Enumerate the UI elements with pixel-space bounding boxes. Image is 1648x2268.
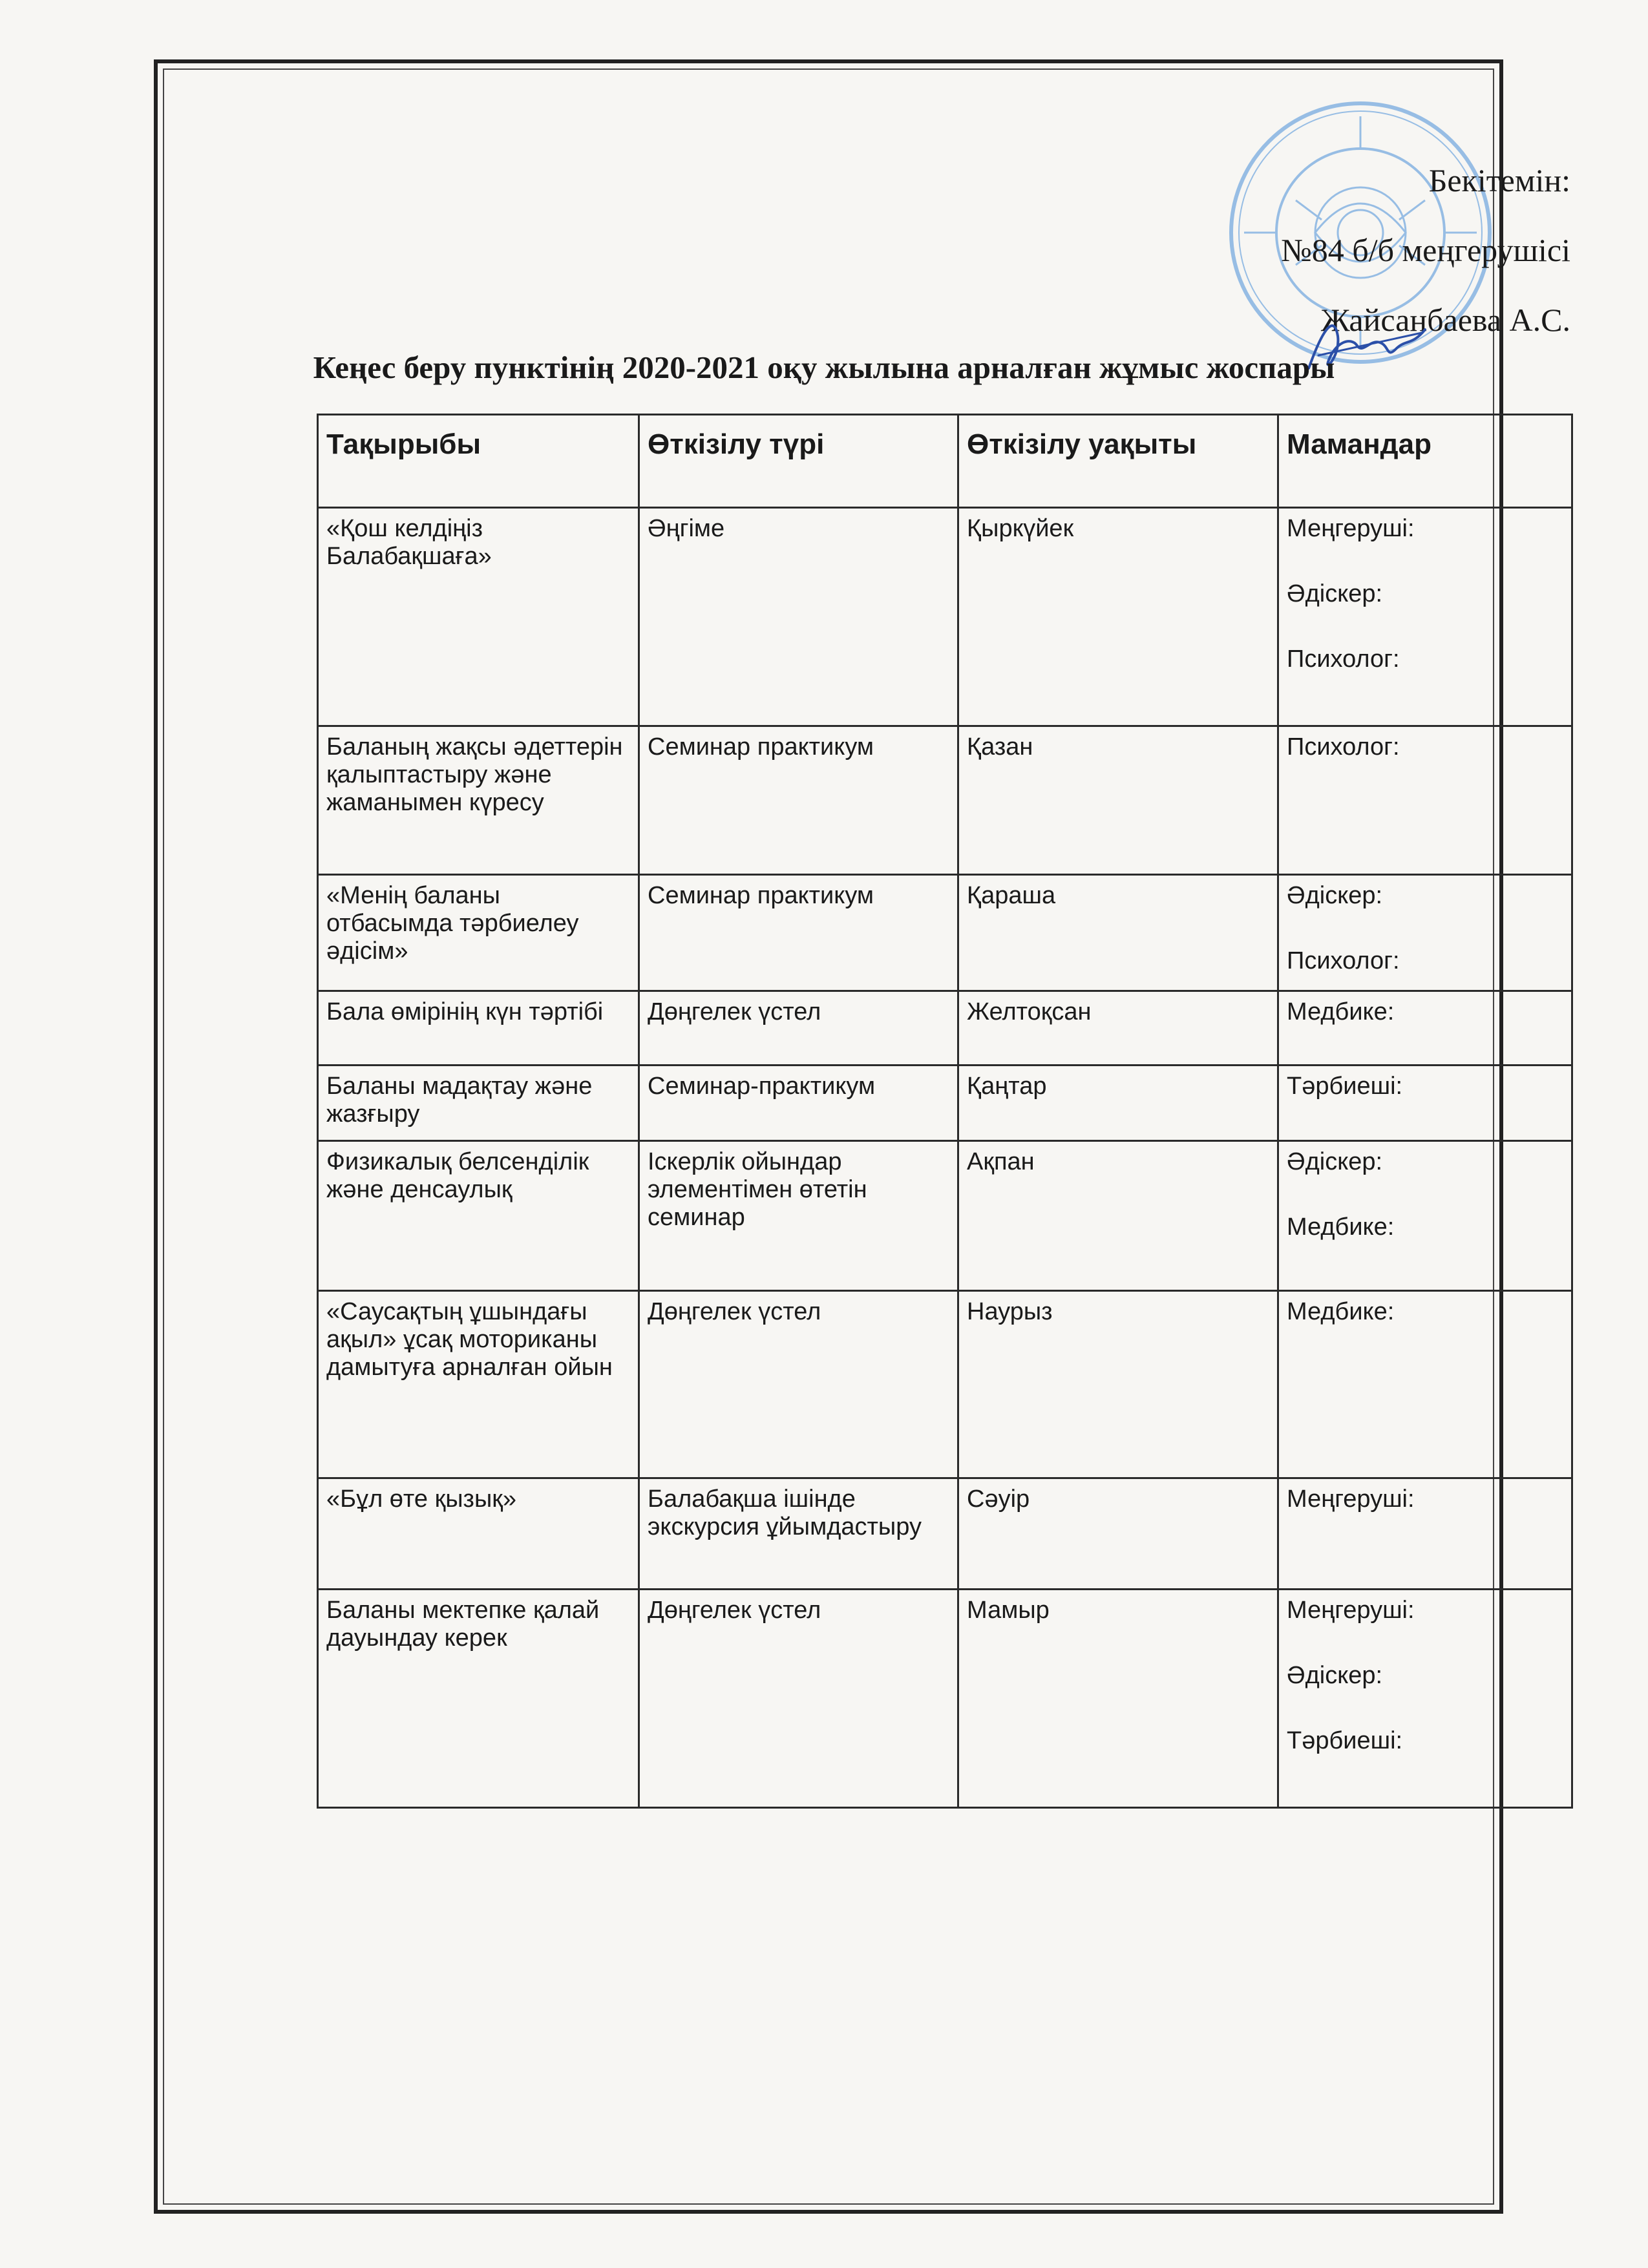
- specialist-item: Медбике:: [1287, 998, 1395, 1025]
- specialist-item: Медбике:: [1287, 1213, 1395, 1241]
- table-row: [318, 1141, 1572, 1291]
- column-header-time: Өткізілу уақыты: [958, 415, 1278, 508]
- approval-label: Бекітемін:: [1428, 162, 1570, 198]
- topic-cell: Физикалық белсенділік және денсаулық: [318, 1141, 639, 1291]
- time-cell: Қаңтар: [958, 1066, 1278, 1141]
- time-cell: Қараша: [958, 875, 1278, 991]
- topic-cell: «Менің баланы отбасымда тәрбиелеу әдісім»: [318, 875, 639, 991]
- specialists-cell: [1278, 875, 1572, 991]
- time-cell: Қазан: [958, 726, 1278, 875]
- type-cell: Дөңгелек үстел: [639, 1291, 958, 1478]
- specialists-cell: [1278, 1291, 1572, 1478]
- time-cell: Желтоқсан: [958, 991, 1278, 1066]
- topic-cell: «Қош келдіңіз Балабақшаға»: [318, 508, 639, 726]
- type-cell: Семинар практикум: [639, 875, 958, 991]
- type-cell: Іскерлік ойындар элементімен өтетін семинар: [639, 1141, 958, 1291]
- type-cell: Дөңгелек үстел: [639, 1590, 958, 1808]
- specialists-cell: [1278, 1141, 1572, 1291]
- topic-cell: Баланы мадақтау және жазғыру: [318, 1066, 639, 1141]
- specialists-cell: [1278, 1478, 1572, 1590]
- type-cell: Балабақша ішінде экскурсия ұйымдастыру: [639, 1478, 958, 1590]
- table-header-row: [318, 415, 1572, 508]
- specialists-cell: [1278, 508, 1572, 726]
- work-plan-table: [317, 414, 1573, 1809]
- table-row: [318, 875, 1572, 991]
- specialist-item: Тәрбиеші:: [1287, 1073, 1403, 1100]
- specialist-item: Психолог:: [1287, 947, 1400, 974]
- specialists-cell: [1278, 726, 1572, 875]
- table-row: [318, 508, 1572, 726]
- topic-cell: Баланың жақсы әдеттерін қалыптастыру және жаманымен күресу: [318, 726, 639, 875]
- type-cell: Семинар практикум: [639, 726, 958, 875]
- time-cell: Наурыз: [958, 1291, 1278, 1478]
- type-cell: Семинар-практикум: [639, 1066, 958, 1141]
- topic-cell: Баланы мектепке қалай дауындау керек: [318, 1590, 639, 1808]
- column-header-topic: Тақырыбы: [318, 415, 639, 508]
- column-header-type: Өткізілу түрі: [639, 415, 958, 508]
- topic-cell: «Бұл өте қызық»: [318, 1478, 639, 1590]
- specialist-item: Психолог:: [1287, 733, 1400, 761]
- approval-position: №84 б/б меңгерушісі: [1281, 232, 1570, 268]
- specialist-item: Меңгеруші:: [1287, 1597, 1415, 1624]
- specialist-item: Әдіскер:: [1287, 1662, 1383, 1689]
- table-row: [318, 1066, 1572, 1141]
- topic-cell: «Саусақтың ұшындағы ақыл» ұсақ моториканы дамытуға арналған ойын: [318, 1291, 639, 1478]
- topic-cell: Бала өмірінің күн тәртібі: [318, 991, 639, 1066]
- time-cell: Ақпан: [958, 1141, 1278, 1291]
- document-title: Кеңес беру пунктінің 2020-2021 оқу жылына арналған жұмыс жоспары: [313, 350, 1335, 385]
- specialist-item: Медбике:: [1287, 1298, 1395, 1325]
- specialist-item: Психолог:: [1287, 646, 1400, 673]
- table-row: [318, 1478, 1572, 1590]
- specialist-item: Әдіскер:: [1287, 882, 1383, 909]
- specialist-item: Меңгеруші:: [1287, 1486, 1415, 1513]
- approval-name: Жайсанбаева А.С.: [1320, 302, 1570, 338]
- type-cell: Дөңгелек үстел: [639, 991, 958, 1066]
- table-row: [318, 726, 1572, 875]
- specialist-item: Тәрбиеші:: [1287, 1727, 1403, 1754]
- time-cell: Сәуір: [958, 1478, 1278, 1590]
- column-header-specialists: Мамандар: [1278, 415, 1572, 508]
- time-cell: Мамыр: [958, 1590, 1278, 1808]
- table-row: [318, 1291, 1572, 1478]
- specialists-cell: [1278, 1066, 1572, 1141]
- specialist-item: Әдіскер:: [1287, 1148, 1383, 1175]
- table-row: [318, 991, 1572, 1066]
- specialists-cell: [1278, 1590, 1572, 1808]
- specialist-item: Меңгеруші:: [1287, 515, 1415, 542]
- time-cell: Қыркүйек: [958, 508, 1278, 726]
- table-row: [318, 1590, 1572, 1808]
- specialists-cell: [1278, 991, 1572, 1066]
- specialist-item: Әдіскер:: [1287, 580, 1383, 607]
- type-cell: Әңгіме: [639, 508, 958, 726]
